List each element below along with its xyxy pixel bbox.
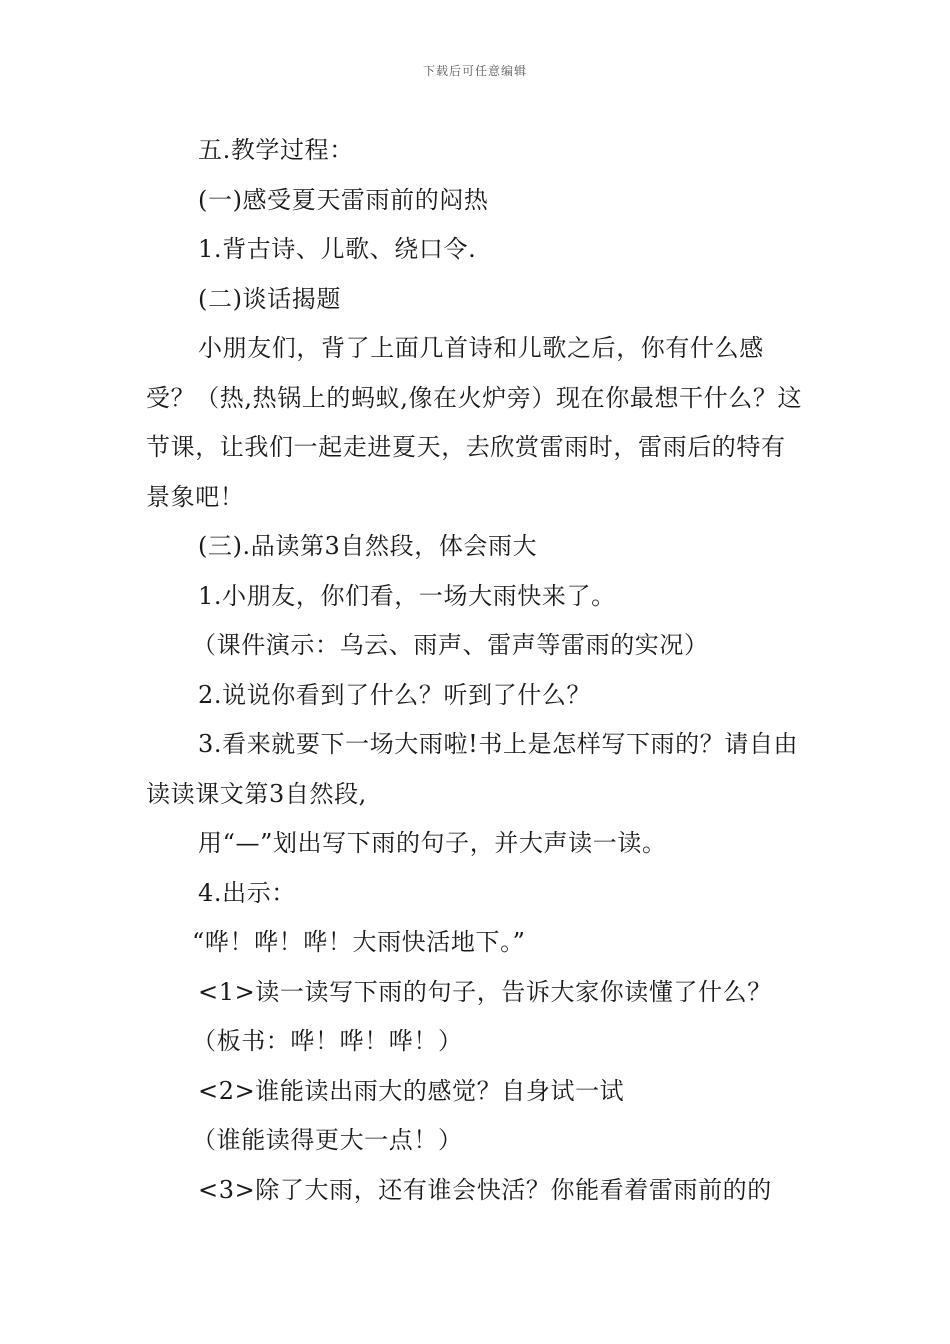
paragraph: 1.小朋友，你们看，一场大雨快来了。 bbox=[198, 581, 616, 610]
paragraph: 4.出示： bbox=[198, 878, 296, 907]
quoted-text: “哗！哗！哗！大雨快活地下。” bbox=[192, 928, 526, 956]
subsection-heading-2: (二)谈话揭题 bbox=[198, 284, 341, 313]
paragraph: （课件演示：乌云、雨声、雷声等雷雨的实况） bbox=[192, 631, 709, 659]
paragraph: 2.说说你看到了什么？听到了什么？ bbox=[198, 680, 592, 709]
section-heading-teaching-process: 五.教学过程： bbox=[198, 136, 354, 164]
subsection-heading-1: (一)感受夏天雷雨前的闷热 bbox=[198, 185, 489, 214]
paragraph: 用“—”划出写下雨的句子，并大声读一读。 bbox=[198, 829, 667, 857]
paragraph: <2>谁能读出雨大的感觉？自身试一试 bbox=[198, 1076, 625, 1105]
document-body bbox=[146, 126, 810, 1215]
subsection-heading-3: (三).品读第3自然段，体会雨大 bbox=[198, 532, 538, 560]
paragraph: （谁能读得更大一点！） bbox=[192, 1126, 463, 1154]
paragraph: 3.看来就要下一场大雨啦!书上是怎样写下雨的？请自由读读课文第3自然段, bbox=[146, 730, 799, 808]
paragraph: 小朋友们，背了上面几首诗和儿歌之后，你有什么感受？（热,热锅上的蚂蚁,像在火炉旁）现在你最想干什么？这节课，让我们一起走进夏天，去欣赏雷雨时，雷雨后的特有景象吧！ bbox=[146, 334, 803, 511]
paragraph: 1.背古诗、儿歌、绕口令. bbox=[198, 235, 477, 263]
paragraph: （板书：哗！哗！哗！） bbox=[192, 1027, 463, 1055]
paragraph: <1>读一读写下雨的句子，告诉大家你读懂了什么？ bbox=[198, 977, 772, 1006]
paragraph: <3>除了大雨，还有谁会快活？你能看着雷雨前的的 bbox=[198, 1175, 772, 1204]
page-header-note: 下载后可任意编辑 bbox=[422, 64, 527, 78]
